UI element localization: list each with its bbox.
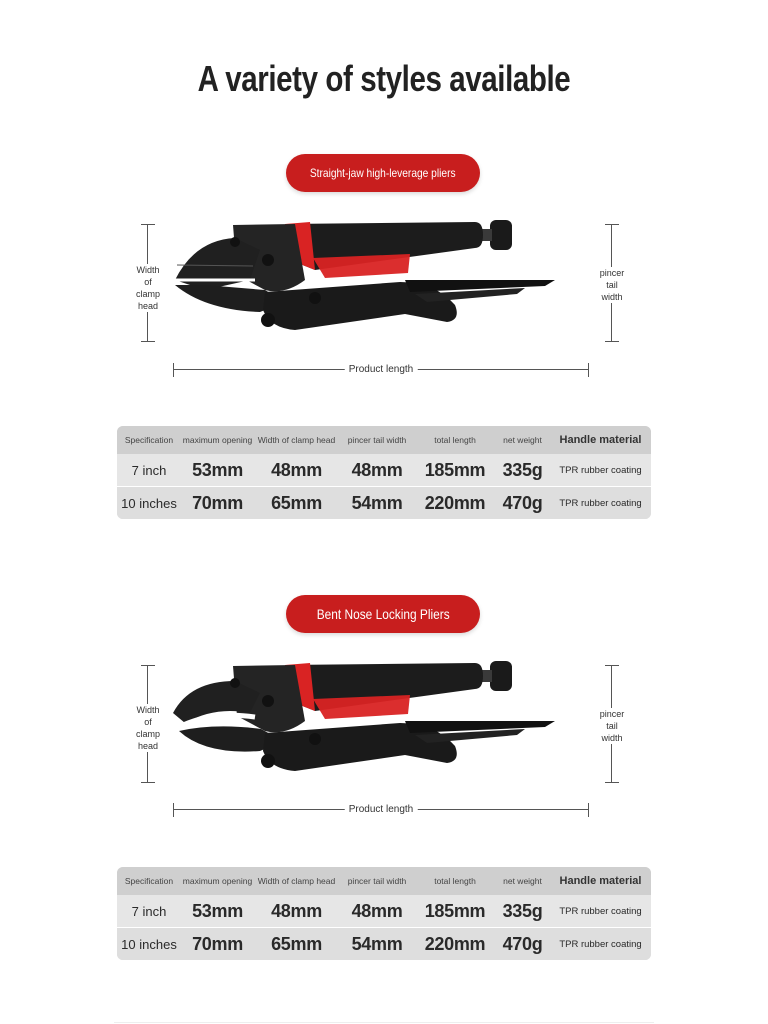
table-cell: 65mm [271,492,322,513]
table-cell: 185mm [424,900,486,921]
table-cell: 220mm [424,933,486,954]
table-cell: 220mm [424,492,486,513]
product-type-badge [286,595,480,633]
page-title: A variety of styles available [197,58,571,99]
table-cell: 54mm [351,933,403,954]
bent-nose-pliers-image [165,651,605,781]
table-row [117,895,651,927]
product-length-dimension [173,803,589,817]
column-header: Width of clamp head [257,876,336,886]
pliers-icon [170,220,555,330]
column-header: Width of clamp head [257,435,336,445]
table-cell: 53mm [192,900,243,921]
clamp-head-label: Width of clamp head [130,704,166,752]
product-type-label: Straight-jaw high-leverage pliers [310,166,456,180]
table-cell: TPR rubber coating [559,464,642,476]
table-row [117,487,651,519]
spec-table [117,867,651,960]
table-cell: 65mm [271,933,322,954]
table-cell: 70mm [192,492,243,513]
table-row [117,454,651,486]
table-header-row [117,426,651,454]
tail-width-label: pincer tail width [594,267,630,303]
table-cell: 185mm [424,459,486,480]
table-cell: 48mm [271,900,322,921]
product-length-label: Product length [345,803,418,817]
table-cell: 70mm [192,933,243,954]
table-cell: 7 inch [131,903,167,919]
column-header: total length [434,435,476,445]
table-cell: 470g [502,492,543,513]
column-header: Handle material [559,875,642,887]
product-length-dimension [173,363,589,377]
table-row [117,928,651,960]
table-cell: TPR rubber coating [559,938,642,950]
table-cell: 335g [502,459,543,480]
column-header: net weight [503,435,542,445]
table-cell: 48mm [351,459,403,480]
column-header: Specification [124,876,174,886]
product-type-label: Bent Nose Locking Pliers [316,606,450,622]
table-cell: 48mm [351,900,403,921]
product-length-label: Product length [345,363,418,377]
table-cell: 48mm [271,459,322,480]
straight-jaw-pliers-image [165,210,605,340]
clamp-head-label: Width of clamp head [130,264,166,312]
column-header: maximum opening [182,435,253,445]
spec-table [117,426,651,519]
column-header: Handle material [559,434,642,446]
table-cell: TPR rubber coating [559,497,642,509]
divider [114,1022,654,1023]
column-header: total length [434,876,476,886]
table-header-row [117,867,651,895]
column-header: net weight [503,876,542,886]
table-cell: 335g [502,900,543,921]
product-type-badge [286,154,480,192]
pliers-icon [173,661,555,771]
table-cell: 7 inch [131,462,167,478]
table-cell: TPR rubber coating [559,905,642,917]
table-cell: 54mm [351,492,403,513]
column-header: pincer tail width [347,876,407,886]
column-header: pincer tail width [347,435,407,445]
table-cell: 470g [502,933,543,954]
column-header: Specification [124,435,174,445]
table-cell: 10 inches [121,495,177,511]
table-cell: 53mm [192,459,243,480]
tail-width-label: pincer tail width [594,708,630,744]
product-section-straight-jaw [0,150,768,540]
column-header: maximum opening [182,876,253,886]
product-section-bent-nose [0,591,768,981]
table-cell: 10 inches [121,936,177,952]
